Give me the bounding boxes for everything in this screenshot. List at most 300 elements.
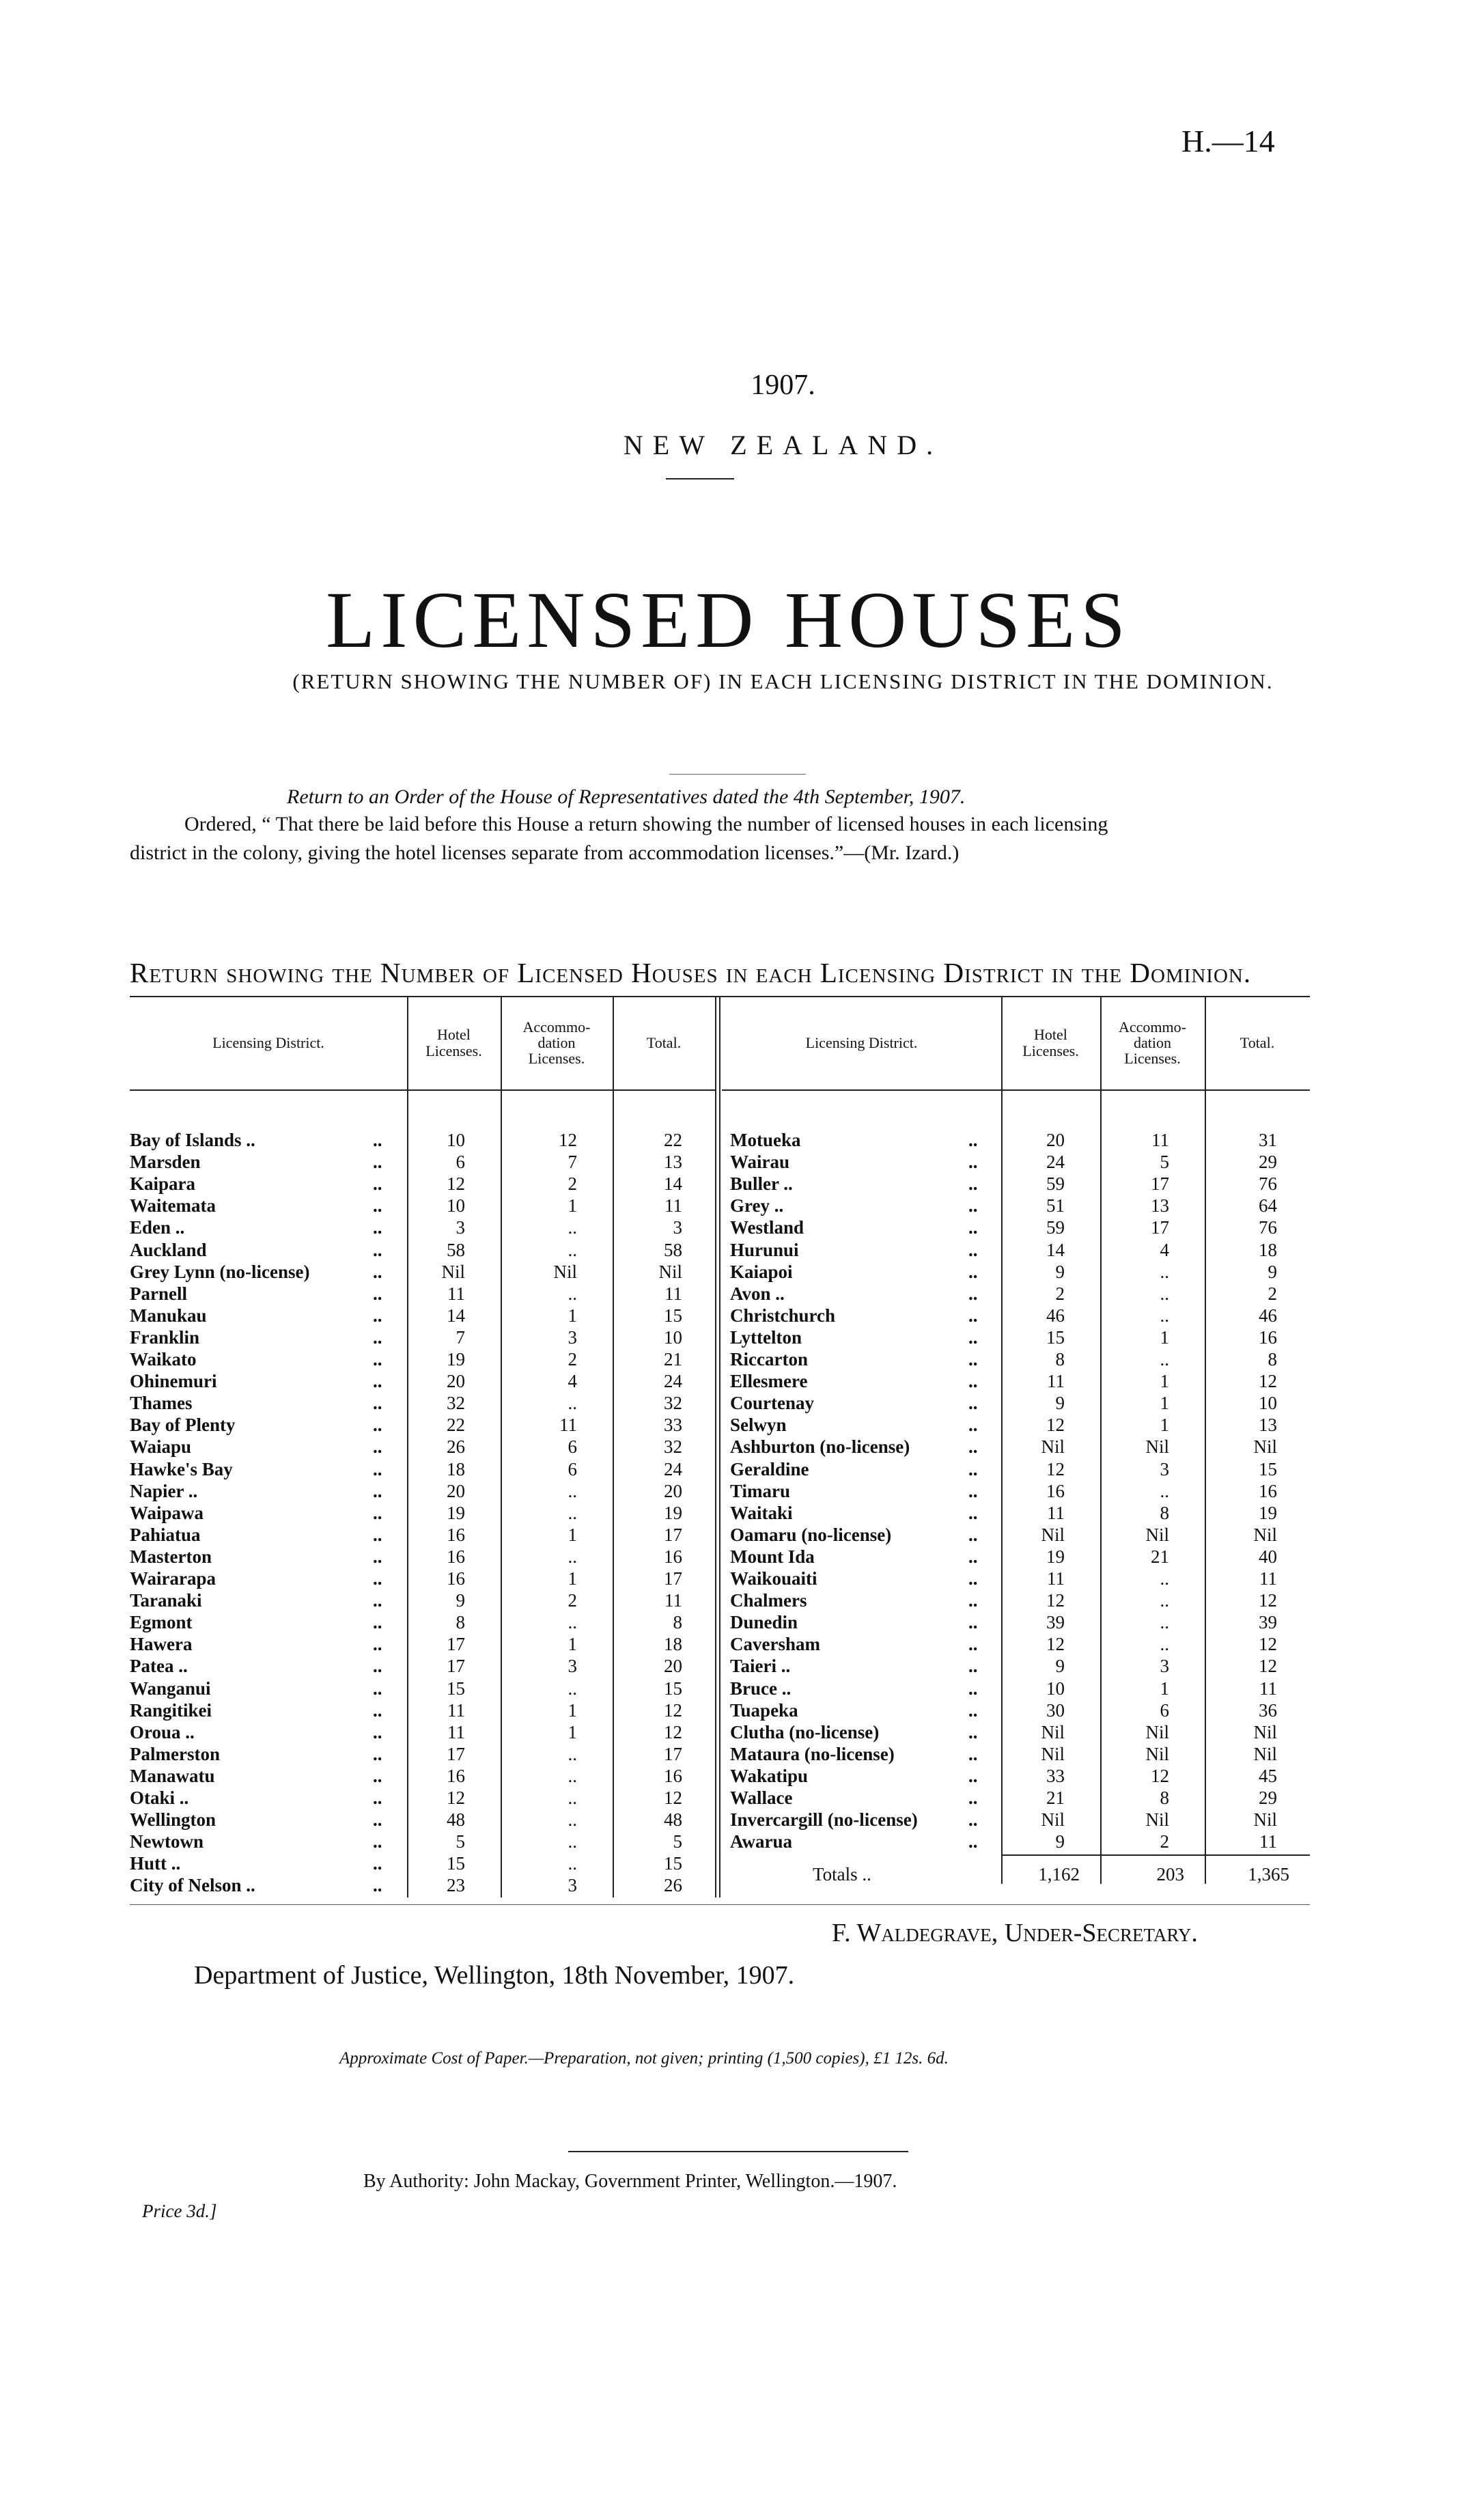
accommodation-licenses: 1 — [568, 1568, 577, 1589]
table-row — [130, 1831, 715, 1852]
total: 8 — [1268, 1349, 1277, 1369]
district-name: Grey .. — [730, 1195, 784, 1216]
accommodation-licenses: 3 — [568, 1656, 577, 1677]
total: Nil — [1253, 1809, 1277, 1831]
table-row — [730, 1699, 1318, 1721]
table-row — [130, 1568, 715, 1589]
total: 11 — [664, 1590, 682, 1611]
dot-leader: .. — [968, 1765, 978, 1786]
dot-leader: .. — [373, 1173, 382, 1195]
table-row — [130, 1348, 715, 1370]
table-row — [730, 1283, 1318, 1305]
district-name: Oroua .. — [130, 1721, 195, 1742]
district-name: Christchurch — [730, 1305, 836, 1326]
district-name: Waiapu — [130, 1436, 192, 1458]
hotel-licenses: 26 — [447, 1436, 465, 1458]
total: 11 — [1259, 1568, 1277, 1589]
dot-leader: .. — [373, 1130, 382, 1150]
document-title: LICENSED HOUSES — [326, 575, 1131, 665]
district-name: Buller .. — [730, 1173, 793, 1195]
accommodation-licenses: 6 — [1160, 1699, 1169, 1721]
hotel-licenses: 12 — [447, 1173, 465, 1195]
table-bottom-rule — [130, 1904, 1310, 1905]
district-name: Kaiapoi — [730, 1261, 793, 1282]
hotel-licenses: 8 — [1055, 1349, 1065, 1369]
accommodation-licenses: 3 — [1160, 1656, 1169, 1677]
district-name: Otaki .. — [130, 1788, 189, 1808]
district-name: Clutha (no-license) — [730, 1721, 880, 1742]
accommodation-licenses: .. — [1160, 1612, 1169, 1633]
cost-note: Approximate Cost of Paper.—Preparation, not given; printing (1,500 copies), £1 12s. 6d. — [339, 2049, 949, 2068]
hotel-licenses: 59 — [1046, 1173, 1065, 1195]
dot-leader: .. — [968, 1173, 978, 1195]
total: 12 — [664, 1699, 682, 1721]
table-row — [730, 1743, 1318, 1765]
table-row — [130, 1787, 715, 1809]
accommodation-licenses: 8 — [1160, 1502, 1169, 1523]
hotel-licenses: 5 — [456, 1831, 465, 1852]
hotel-licenses: 9 — [1055, 1261, 1065, 1282]
accommodation-licenses: Nil — [553, 1261, 577, 1282]
hotel-licenses: 11 — [1047, 1371, 1065, 1392]
accommodation-licenses: .. — [1160, 1283, 1169, 1304]
accommodation-licenses: 4 — [1160, 1239, 1169, 1260]
order-line-2: Ordered, “ That there be laid before this House a return showing the number of licensed houses in each licensing — [184, 813, 1108, 835]
hotel-licenses: 24 — [1046, 1152, 1065, 1173]
total: Nil — [658, 1261, 682, 1282]
hotel-licenses: 51 — [1046, 1195, 1065, 1216]
total: 32 — [664, 1393, 682, 1414]
table-row — [130, 1173, 715, 1195]
district-name: Waikato — [130, 1349, 197, 1369]
table-row — [730, 1436, 1318, 1458]
dot-leader: .. — [373, 1853, 382, 1874]
total: 20 — [664, 1656, 682, 1677]
hotel-licenses: 2 — [1055, 1283, 1065, 1304]
district-name: Franklin — [130, 1326, 200, 1348]
column-header: Total. — [1240, 1033, 1275, 1051]
district-name: Dunedin — [730, 1612, 798, 1633]
hotel-licenses: 9 — [456, 1590, 465, 1611]
dot-leader: .. — [373, 1217, 382, 1238]
total: 40 — [1259, 1546, 1277, 1567]
table-row — [130, 1195, 715, 1216]
district-name: Manawatu — [130, 1765, 215, 1786]
total: 3 — [673, 1217, 682, 1238]
hotel-licenses: 15 — [1046, 1326, 1065, 1348]
hotel-licenses: 14 — [1046, 1239, 1065, 1260]
district-name: Taieri .. — [730, 1656, 791, 1677]
hotel-licenses: 16 — [447, 1765, 465, 1786]
district-name: Masterton — [130, 1546, 212, 1567]
dot-leader: .. — [968, 1743, 978, 1764]
hotel-licenses: 16 — [447, 1524, 465, 1545]
dot-leader: .. — [968, 1305, 978, 1326]
dot-leader: .. — [373, 1502, 382, 1523]
hotel-licenses: 17 — [447, 1634, 465, 1655]
dot-leader: .. — [373, 1458, 382, 1479]
hotel-licenses: 7 — [456, 1326, 465, 1348]
dot-leader: .. — [968, 1261, 978, 1282]
dot-leader: .. — [968, 1415, 978, 1436]
price: Price 3d.] — [142, 2201, 217, 2221]
district-name: Wakatipu — [730, 1765, 809, 1786]
hotel-licenses: 11 — [447, 1699, 465, 1721]
accommodation-licenses: 4 — [568, 1371, 577, 1392]
accommodation-licenses: 7 — [568, 1152, 577, 1173]
district-name: Bay of Islands .. — [130, 1130, 255, 1150]
table-row — [130, 1239, 715, 1261]
table-row — [130, 1589, 715, 1611]
hotel-licenses: 20 — [447, 1480, 465, 1501]
dot-leader: .. — [968, 1634, 978, 1655]
district-name: Lyttelton — [730, 1326, 802, 1348]
table-row — [130, 1678, 715, 1699]
accommodation-licenses: 1 — [568, 1195, 577, 1216]
accommodation-licenses: .. — [1160, 1590, 1169, 1611]
district-name: Wairarapa — [130, 1568, 216, 1589]
order-line-3: district in the colony, giving the hotel licenses separate from accommodation licenses.”—(Mr. Izard.) — [130, 842, 960, 864]
total: 12 — [664, 1788, 682, 1808]
total: 19 — [1259, 1502, 1277, 1523]
accommodation-licenses: 1 — [1160, 1371, 1169, 1392]
dot-leader: .. — [968, 1656, 978, 1677]
table-row — [730, 1216, 1318, 1238]
hotel-licenses: 11 — [447, 1721, 465, 1742]
district-name: Napier .. — [130, 1480, 198, 1501]
total: 20 — [664, 1480, 682, 1501]
district-name: Mount Ida — [730, 1546, 815, 1567]
column-header: Licensing District. — [805, 1033, 918, 1051]
dot-leader: .. — [968, 1283, 978, 1304]
district-name: Timaru — [730, 1480, 791, 1501]
district-name: Auckland — [130, 1239, 207, 1260]
accommodation-licenses: .. — [568, 1612, 577, 1633]
total: Nil — [1253, 1743, 1277, 1764]
table-row — [130, 1129, 715, 1151]
dot-leader: .. — [373, 1656, 382, 1677]
column-header: Accommo- dation Licenses. — [1119, 1018, 1186, 1068]
hotel-licenses: Nil — [1041, 1743, 1065, 1764]
hotel-licenses: 32 — [447, 1393, 465, 1414]
total: 36 — [1259, 1699, 1277, 1721]
district-name: Mataura (no-license) — [730, 1743, 895, 1764]
total: 31 — [1259, 1130, 1277, 1150]
accommodation-licenses: 6 — [568, 1436, 577, 1458]
hotel-licenses: Nil — [1041, 1809, 1065, 1831]
dot-leader: .. — [968, 1130, 978, 1150]
hotel-licenses: 19 — [447, 1349, 465, 1369]
total: 17 — [664, 1743, 682, 1764]
accommodation-licenses: 17 — [1151, 1173, 1169, 1195]
total: Nil — [1253, 1436, 1277, 1458]
total: 12 — [664, 1721, 682, 1742]
accommodation-licenses: .. — [568, 1809, 577, 1831]
dot-leader: .. — [968, 1371, 978, 1392]
table-row — [730, 1326, 1318, 1348]
accommodation-licenses: 11 — [559, 1415, 577, 1436]
total: 45 — [1259, 1765, 1277, 1786]
column-header: Hotel Licenses. — [1022, 1026, 1079, 1059]
hotel-licenses: 12 — [447, 1788, 465, 1808]
table-row — [730, 1305, 1318, 1326]
printer-authority: By Authority: John Mackay, Government Printer, Wellington.—1907. — [363, 2171, 897, 2192]
district-name: Waikouaiti — [730, 1568, 817, 1589]
accommodation-licenses: 1 — [1160, 1678, 1169, 1699]
dot-leader: .. — [373, 1765, 382, 1786]
table-row — [730, 1195, 1318, 1216]
accommodation-licenses: .. — [568, 1853, 577, 1874]
country: NEW ZEALAND. — [623, 430, 943, 460]
total: 17 — [664, 1524, 682, 1545]
hotel-licenses: 11 — [447, 1283, 465, 1304]
table-row — [130, 1502, 715, 1524]
table-row — [730, 1655, 1318, 1677]
district-name: Invercargill (no-license) — [730, 1809, 918, 1831]
total: 11 — [1259, 1678, 1277, 1699]
table-row — [130, 1699, 715, 1721]
accommodation-licenses: .. — [568, 1788, 577, 1808]
district-name: Waitemata — [130, 1195, 216, 1216]
accommodation-licenses: 11 — [1151, 1130, 1169, 1150]
dot-leader: .. — [968, 1239, 978, 1260]
accommodation-licenses: .. — [1160, 1634, 1169, 1655]
total: 16 — [664, 1765, 682, 1786]
total: 18 — [1259, 1239, 1277, 1260]
hotel-licenses: Nil — [441, 1261, 465, 1282]
hotel-licenses: 11 — [1047, 1502, 1065, 1523]
district-name: Tuapeka — [730, 1699, 798, 1721]
hotel-licenses: 10 — [447, 1195, 465, 1216]
hotel-licenses: 39 — [1046, 1612, 1065, 1633]
total: Nil — [1253, 1524, 1277, 1545]
dot-leader: .. — [373, 1436, 382, 1458]
hotel-licenses: 14 — [447, 1305, 465, 1326]
district-name: Waipawa — [130, 1502, 204, 1523]
hotel-licenses: 15 — [447, 1678, 465, 1699]
district-name: Patea .. — [130, 1656, 188, 1677]
dot-leader: .. — [968, 1152, 978, 1173]
district-name: Rangitikei — [130, 1699, 212, 1721]
table-row — [730, 1809, 1318, 1831]
return-title: Return showing the Number of Licensed Houses in each Licensing District in the Dominion. — [130, 957, 1252, 988]
total: 15 — [664, 1853, 682, 1874]
district-name: Riccarton — [730, 1349, 808, 1369]
divider — [669, 774, 806, 775]
total: 12 — [1259, 1634, 1277, 1655]
dot-leader: .. — [968, 1480, 978, 1501]
district-name: Wellington — [130, 1809, 216, 1831]
dot-leader: .. — [373, 1326, 382, 1348]
accommodation-licenses: Nil — [1145, 1809, 1169, 1831]
district-name: Hurunui — [730, 1239, 799, 1260]
dot-leader: .. — [373, 1152, 382, 1173]
district-name: Wanganui — [130, 1678, 211, 1699]
table-row — [730, 1611, 1318, 1633]
total: 16 — [664, 1546, 682, 1567]
total: 15 — [1259, 1458, 1277, 1479]
hotel-licenses: 16 — [1046, 1480, 1065, 1501]
hotel-licenses: 16 — [447, 1568, 465, 1589]
dot-leader: .. — [373, 1699, 382, 1721]
hotel-licenses: 48 — [447, 1809, 465, 1831]
hotel-licenses: 10 — [1046, 1678, 1065, 1699]
table-row — [730, 1348, 1318, 1370]
district-name: Pahiatua — [130, 1524, 201, 1545]
hotel-licenses: 9 — [1055, 1656, 1065, 1677]
accommodation-licenses: .. — [568, 1480, 577, 1501]
dot-leader: .. — [968, 1831, 978, 1852]
total: 12 — [1259, 1371, 1277, 1392]
double-rule — [719, 996, 720, 1897]
table-row — [730, 1502, 1318, 1524]
hotel-licenses: 22 — [447, 1415, 465, 1436]
dot-leader: .. — [373, 1568, 382, 1589]
table-row — [730, 1721, 1318, 1743]
total: Nil — [1253, 1721, 1277, 1742]
accommodation-licenses: .. — [1160, 1305, 1169, 1326]
totals-rule — [1001, 1854, 1310, 1856]
accommodation-licenses: .. — [1160, 1568, 1169, 1589]
accommodation-licenses: .. — [568, 1743, 577, 1764]
district-name: Courtenay — [730, 1393, 814, 1414]
table-row — [130, 1743, 715, 1765]
accommodation-licenses: 2 — [568, 1173, 577, 1195]
header-rule — [722, 1089, 1310, 1091]
dot-leader: .. — [373, 1305, 382, 1326]
table-row — [730, 1831, 1318, 1852]
divider — [568, 2151, 908, 2152]
hotel-licenses: 12 — [1046, 1634, 1065, 1655]
dot-leader: .. — [373, 1831, 382, 1852]
dot-leader: .. — [373, 1415, 382, 1436]
district-name: City of Nelson .. — [130, 1875, 255, 1896]
table-row — [130, 1721, 715, 1743]
total: 8 — [673, 1612, 682, 1633]
dot-leader: .. — [373, 1393, 382, 1414]
dot-leader: .. — [373, 1788, 382, 1808]
hotel-licenses: 16 — [447, 1546, 465, 1567]
dot-leader: .. — [373, 1875, 382, 1896]
accommodation-licenses: .. — [568, 1678, 577, 1699]
accommodation-licenses: .. — [1160, 1261, 1169, 1282]
total: 10 — [664, 1326, 682, 1348]
district-name: Wallace — [730, 1788, 793, 1808]
dot-leader: .. — [373, 1590, 382, 1611]
dot-leader: .. — [968, 1326, 978, 1348]
dot-leader: .. — [373, 1743, 382, 1764]
district-name: Awarua — [730, 1831, 792, 1852]
hotel-licenses: 20 — [1046, 1130, 1065, 1150]
district-name: Avon .. — [730, 1283, 785, 1304]
accommodation-licenses: .. — [1160, 1349, 1169, 1369]
column-header: Licensing District. — [212, 1033, 324, 1051]
table-row — [130, 1524, 715, 1546]
district-name: Motueka — [730, 1130, 801, 1150]
total: 76 — [1259, 1173, 1277, 1195]
dot-leader: .. — [373, 1634, 382, 1655]
totals-label: Totals .. — [813, 1864, 871, 1885]
district-name: Ellesmere — [730, 1371, 808, 1392]
accommodation-licenses: .. — [568, 1502, 577, 1523]
table-row — [130, 1765, 715, 1787]
total: 32 — [664, 1436, 682, 1458]
table-row — [730, 1546, 1318, 1568]
hotel-licenses: 12 — [1046, 1590, 1065, 1611]
accommodation-licenses: 3 — [568, 1326, 577, 1348]
total: 13 — [664, 1152, 682, 1173]
header-rule — [130, 1089, 715, 1091]
accommodation-licenses: 6 — [568, 1458, 577, 1479]
table-row — [130, 1151, 715, 1173]
table-row — [730, 1261, 1318, 1283]
accommodation-licenses: 21 — [1151, 1546, 1169, 1567]
table-row — [130, 1436, 715, 1458]
accommodation-licenses: 17 — [1151, 1217, 1169, 1238]
district-name: Waitaki — [730, 1502, 793, 1523]
dot-leader: .. — [373, 1809, 382, 1831]
total: 76 — [1259, 1217, 1277, 1238]
hotel-licenses: 12 — [1046, 1415, 1065, 1436]
accommodation-licenses: 1 — [568, 1721, 577, 1742]
district-name: Grey Lynn (no-license) — [130, 1261, 310, 1282]
dot-leader: .. — [968, 1393, 978, 1414]
district-name: Taranaki — [130, 1590, 202, 1611]
table-row — [130, 1633, 715, 1655]
dot-leader: .. — [968, 1436, 978, 1458]
table-row — [730, 1480, 1318, 1502]
district-name: Parnell — [130, 1283, 187, 1304]
total: 29 — [1259, 1152, 1277, 1173]
hotel-licenses: 12 — [1046, 1458, 1065, 1479]
accommodation-licenses: .. — [568, 1393, 577, 1414]
total: 33 — [664, 1415, 682, 1436]
dot-leader: .. — [968, 1502, 978, 1523]
accommodation-licenses: 3 — [568, 1875, 577, 1896]
double-rule — [715, 996, 716, 1897]
table-row — [130, 1611, 715, 1633]
table-row — [130, 1414, 715, 1436]
hotel-licenses: 11 — [1047, 1568, 1065, 1589]
district-name: Ashburton (no-license) — [730, 1436, 910, 1458]
dot-leader: .. — [373, 1261, 382, 1282]
accommodation-licenses: .. — [568, 1239, 577, 1260]
table-row — [730, 1173, 1318, 1195]
table-row — [730, 1239, 1318, 1261]
hotel-licenses: 59 — [1046, 1217, 1065, 1238]
dot-leader: .. — [968, 1721, 978, 1742]
hotel-licenses: 33 — [1046, 1765, 1065, 1786]
accommodation-licenses: 1 — [1160, 1415, 1169, 1436]
district-name: Bruce .. — [730, 1678, 792, 1699]
total-accommodation: 203 — [1156, 1864, 1184, 1885]
dot-leader: .. — [373, 1524, 382, 1545]
total: 39 — [1259, 1612, 1277, 1633]
district-name: Eden .. — [130, 1217, 185, 1238]
district-name: Hawke's Bay — [130, 1458, 233, 1479]
table-row — [130, 1370, 715, 1392]
accommodation-licenses: Nil — [1145, 1721, 1169, 1742]
accommodation-licenses: 3 — [1160, 1458, 1169, 1479]
total: 64 — [1259, 1195, 1277, 1216]
column-header: Hotel Licenses. — [425, 1026, 482, 1059]
dot-leader: .. — [968, 1195, 978, 1216]
table-row — [130, 1809, 715, 1831]
accommodation-licenses: 12 — [559, 1130, 577, 1150]
dot-leader: .. — [373, 1721, 382, 1742]
divider — [666, 478, 734, 479]
district-name: Caversham — [730, 1634, 820, 1655]
